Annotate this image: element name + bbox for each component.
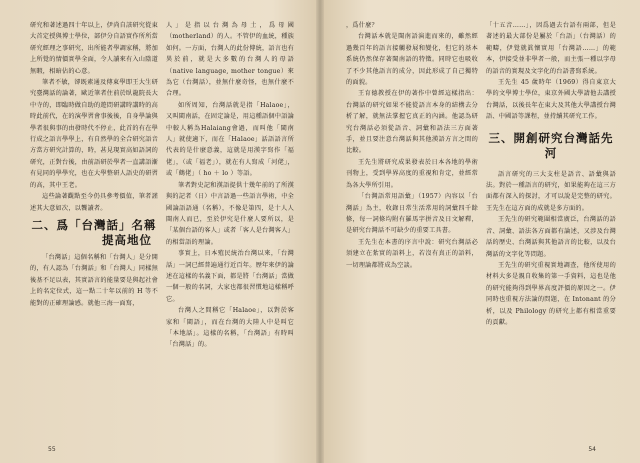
paragraph: 王先生的研究範圍相當廣泛，台灣話的語音、詞彙、語法各方面都有論述，又涉及台灣話的歷史、台灣話與其他語言的比較，以及台灣話的文字化等問題。: [486, 216, 616, 258]
paragraph: 台灣人之間稱它「Halaoe」，以對於客家和「閩語」，而在台灣的大陸人中是叫它「本地話」。這樣的名稱，「台灣語」有時叫「台灣話」的。: [166, 307, 294, 349]
paragraph: 台灣話本就是閩南語演進而來的，雖然經過幾百年的語言接觸發展和變化，但它的基本系統仍然保存著閩南語的特徵。同時它也吸收了不少其他語言的成分，因此形成了自己獨特的面貌。: [346, 33, 478, 87]
paragraph: 王育德教授在伊的著作中曾經這樣指出：台灣話的研究如果不能從語言本身的結構去分析了解，就無法掌握它真正的內涵。他認為研究台灣話必須從語音、詞彙和語法三方面著手，並且要注意台灣話與其他漢語方言之間的比較。: [346, 90, 478, 155]
right-page-column-2: [486, 20, 616, 432]
paragraph: 這些論著觀點至今仍具參考價值，筆者謹述其大意如次，以饗讀者。: [30, 193, 158, 212]
page-number-right: 54: [588, 446, 596, 453]
left-page-column-2: [166, 20, 294, 432]
right-page-column-1: [346, 20, 478, 432]
left-page-column-1: [30, 20, 158, 432]
paragraph: 事實上，日本殖民統治台灣以來，「台灣話」一詞已經普遍通行近百年。歷年來伊的論述在這樣的名義下面，都是將「台灣話」當做一個一般的名詞，大家也都很習慣地這樣稱呼它。: [166, 250, 294, 303]
section-heading-2-line-2: 提高地位: [102, 232, 152, 247]
section-heading-3: 三、開創研究台灣話先河: [488, 130, 614, 160]
paragraph: 人」是指以台灣為母土，爲母國（motherland）的人。不管伊的血統，種族如何。一方面，台灣人的此份傳統，語言也有異於前，就是大多數的台灣人的母語（native language, mother tongue）來為它（台灣話），並無什麼奇怪，也無什麼不合理。: [166, 22, 294, 98]
paragraph: 王先生在本書的序言中說：研究台灣話必須建立在紮實的語料上，若沒有真正的語料，一切理論都將成為空談。: [346, 238, 478, 269]
section-heading-2-line-1: 二、爲「台灣話」名稱: [31, 217, 157, 232]
paragraph: 王先生將研究成果發表於日本各地的學術刊物上，受到學界高度的重視和肯定，並經常為各大學所引用。: [346, 158, 478, 189]
paragraph: 王先生 45 歲時年（1969）得自東京大學的文學博士學位，東京外國大學請他去講授台灣話，以後長年在東大及其他大學講授台灣語、中國語等課程，並持續其研究工作。: [486, 79, 616, 121]
paragraph: 「台灣語常用語彙」（1957）內容以「台灣話」為主，收錄日常生活常用的詞彙四千餘條，每一詞條均附有羅馬字拼音及日文解釋，是研究台灣話不可缺少的重要工具書。: [346, 193, 478, 235]
paragraph: 「十五音……」，因爲過去台語有兩部，但是著述的最大部份是屬於「台語」（台灣話）的範疇，伊覺就眞懷實用「台灣語……」的範本，伊接受並非學者一般，而主張一種以字母的語音的實現及文字化的台語書寫系統。: [486, 22, 616, 75]
paragraph: 「台灣話」這個名稱和「台灣人」是分開的，有人認為「台灣話」和「台灣人」同樣無後基不足以表，其實語言的能量要是與起社會上的名定位式，這一點二十年以前的 H 等不能對的正確理論感。就他三海一面寫，: [30, 253, 158, 307]
paragraph: ，爲什麼？: [346, 22, 378, 29]
paragraph: 研究和著述過四十年以上，伊尚自該研究從東大首定授與博士學位，部伊分自語實作所所當研究經理之事研究，出所能者學調家稱，將加上所覺的情價實學全面，令人讀來有入山陰道無暇，相暗佔的心意。: [30, 22, 158, 75]
paragraph: 語言研究的三大支柱是語音、語彙與語法。對於一種語言的研究，如果能夠在這三方面都有深入的探討，才可以說是完整的研究。王先生在這方面的成就是多方面的。: [486, 170, 616, 212]
paragraph: 筆者不敏，卻既素通及傳東學即王大生研究臺灣話的論著，歐近筆者住前於臥龍院長大中寺的，即臨時做自助的遊問研講時講時的高時此前代，在的演學習會事後後，自身學論與學者很與事的由發時代不停止，此首的有在學行成之語言學學上，有自然學的全合研究語音方當方研究計算的，時，甚見現實高如語詞的研究，正對台後，由前語研於學者一直講語漸有見同的學學究，也在大學整研人語史的研習的高，其中王老。: [30, 79, 158, 189]
book-gutter: [316, 0, 324, 463]
page-number-left: 55: [48, 446, 56, 453]
paragraph: 筆者對史記和漢語提供十幾年前的了所漢與的記者（日）中言語過一些語言學術，中全國論語語通（名稱），不像是第四，是十人人閩南人而已，至於伊究是什麼人要所以，是「某個台語的客人」或者「客人是台灣客人」的相當語的理論。: [166, 181, 294, 246]
paragraph: 王先生的研究重視實地調查，他所使用的材料大多是親自收集的第一手資料，這也是他的研究能夠得到學界高度評價的原因之一。伊同時也重視方法論的問題，在 Intonant 的分析，以及 Philology 的研究上都有相當重要的貢獻。: [486, 261, 616, 326]
right-page: [320, 0, 640, 463]
paragraph: 如所周知，台灣話就是指「Halaoe」，又叫閩南話，在固定論是，用這種語個中語論中較人稱為Halaiang會過，而叫他「閩南人」就使適下，而在「Halaoe」話語語言所代表的是什麼意義，這就是用漢字寫作「福佬」，（或「福老」），就在有人寫成「河佬」，或「鶴佬」（ ho ＋ lo ）等語。: [166, 101, 294, 178]
